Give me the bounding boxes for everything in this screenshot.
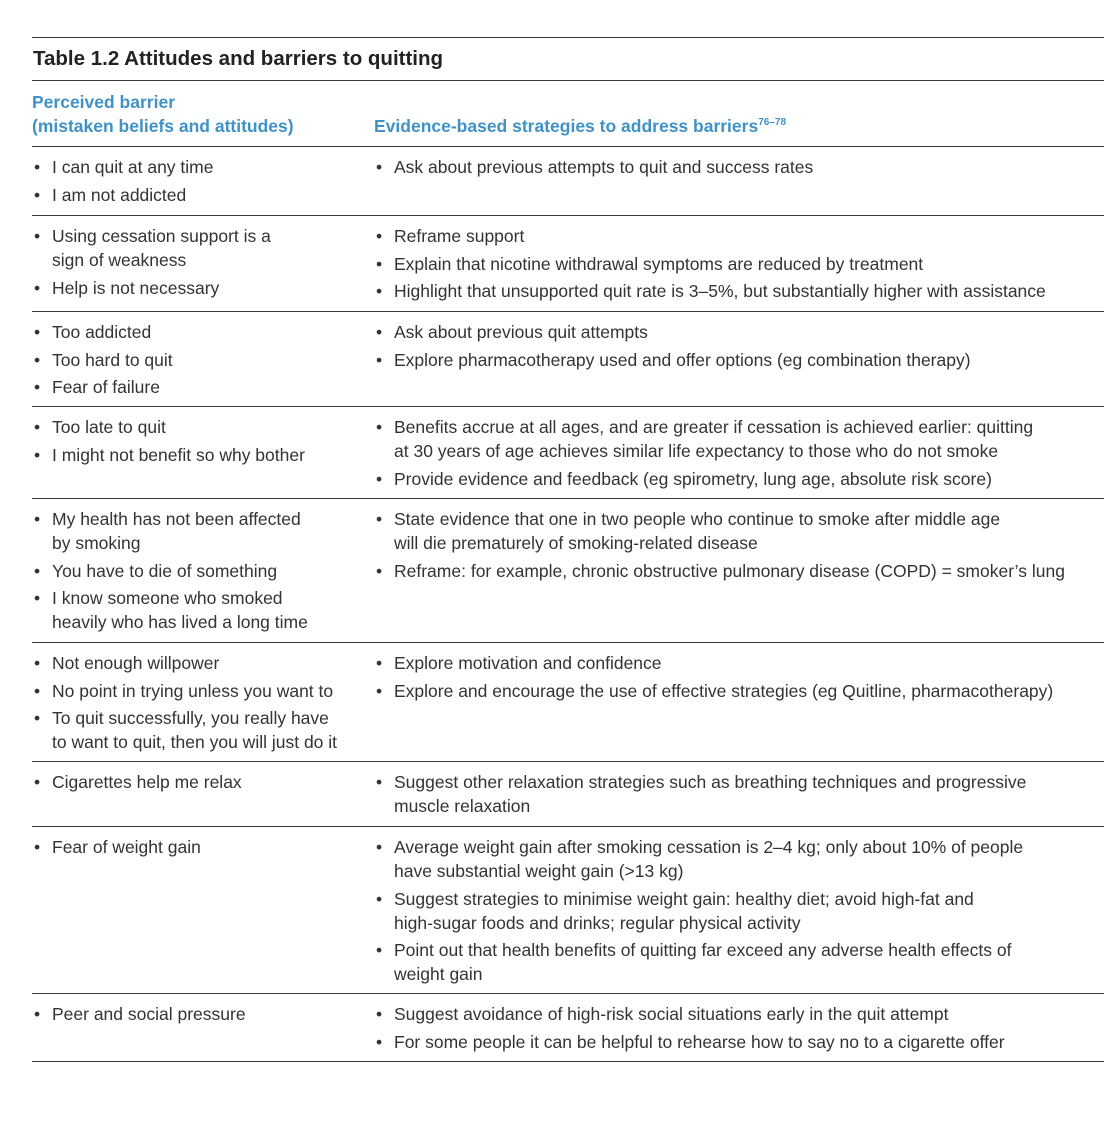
bullet-line: • To quit successfully, you really have xyxy=(52,708,329,728)
barrier-cell xyxy=(32,507,374,642)
bullet-line: • Help is not necessary xyxy=(52,277,220,298)
bullet-item xyxy=(374,887,1104,935)
strategy-cell-list xyxy=(374,835,1104,986)
bullet-item xyxy=(32,183,374,207)
bullet-line: muscle relaxation xyxy=(394,796,531,816)
strategy-cell xyxy=(374,415,1104,498)
bullet-line: • Explore and encourage the use of effective strategies (eg Quitline, pharmacotherapy) xyxy=(394,680,1054,701)
barrier-cell-list xyxy=(32,835,374,859)
bullet-line: • Peer and social pressure xyxy=(52,1004,246,1024)
strategy-cell-list xyxy=(374,1002,1104,1054)
bullet-line: • My health has not been affected xyxy=(52,509,301,529)
bullet-item xyxy=(32,507,374,555)
table-row xyxy=(32,499,1104,643)
bullet-item xyxy=(32,375,374,399)
bullet-line: • Explore motivation and confidence xyxy=(394,653,662,673)
bullet-line: to want to quit, then you will just do it xyxy=(52,732,338,752)
bullet-line: sign of weakness xyxy=(52,250,187,270)
strategy-cell xyxy=(374,224,1104,311)
bullet-line: • Highlight that unsupported quit rate is 3–5%, but substantially higher with assistance xyxy=(394,281,1046,301)
bullet-item xyxy=(374,679,1104,703)
header-strategies xyxy=(374,114,1104,138)
bullet-line: • Too late to quit xyxy=(52,417,166,437)
bullet-item xyxy=(374,651,1104,675)
bullet-line: will die prematurely of smoking-related disease xyxy=(394,533,758,553)
strategy-cell-list xyxy=(374,651,1104,703)
bullet-line: • Fear of weight gain xyxy=(52,837,201,857)
bullet-item xyxy=(374,770,1104,818)
bullet-line: weight gain xyxy=(394,964,483,984)
strategy-cell-list xyxy=(374,415,1104,491)
bullet-line: • I know someone who smoked xyxy=(52,588,283,608)
bullet-item xyxy=(374,1002,1104,1026)
barrier-cell-list xyxy=(32,155,374,207)
header-col-barrier xyxy=(32,90,374,138)
bullet-line: • Provide evidence and feedback (eg spirometry, lung age, absolute risk score) xyxy=(394,468,992,489)
bullet-item xyxy=(374,507,1104,555)
bullet-line: • Using cessation support is a xyxy=(52,226,271,246)
bullet-line: • I am not addicted xyxy=(52,184,187,205)
strategy-cell-list xyxy=(374,770,1104,818)
bullet-line: • Ask about previous quit attempts xyxy=(394,322,648,342)
bullet-line: • Suggest other relaxation strategies such as breathing techniques and progressive xyxy=(394,772,1027,792)
table-row xyxy=(32,312,1104,407)
bullet-item xyxy=(374,559,1104,583)
barrier-cell xyxy=(32,1002,374,1061)
bullet-item xyxy=(32,155,374,179)
bullet-item xyxy=(374,415,1104,463)
bullet-item xyxy=(374,348,1104,372)
strategy-cell xyxy=(374,320,1104,406)
table-title: Table 1.2 Attitudes and barriers to quitting xyxy=(32,38,1104,81)
barrier-cell xyxy=(32,415,374,498)
bullet-line: • Benefits accrue at all ages, and are greater if cessation is achieved earlier: quitting xyxy=(394,417,1034,437)
bullet-line: • Point out that health benefits of quitting far exceed any adverse health effects of xyxy=(394,940,1012,960)
bullet-line: by smoking xyxy=(52,533,141,553)
bullet-line: • Reframe: for example, chronic obstructive pulmonary disease (COPD) = smoker’s lung xyxy=(394,560,1065,581)
barrier-cell xyxy=(32,155,374,215)
bullet-line: at 30 years of age achieves similar life expectancy to those who do not smoke xyxy=(394,441,999,461)
bullet-line: • Explain that nicotine withdrawal symptoms are reduced by treatment xyxy=(394,253,924,274)
bullet-item xyxy=(32,276,374,300)
bullet-line: • Average weight gain after smoking cessation is 2–4 kg; only about 10% of people xyxy=(394,837,1024,857)
barrier-cell-list xyxy=(32,770,374,794)
bullet-line: • State evidence that one in two people who continue to smoke after middle age xyxy=(394,509,1001,529)
bullet-item xyxy=(374,1030,1104,1054)
bullet-line: • You have to die of something xyxy=(52,560,278,581)
table-row xyxy=(32,147,1104,216)
document-page xyxy=(32,37,1104,1062)
table-row xyxy=(32,827,1104,994)
bullet-item xyxy=(32,559,374,583)
strategy-cell xyxy=(374,1002,1104,1061)
bullet-line: • I might not benefit so why bother xyxy=(52,444,305,465)
barrier-cell-list xyxy=(32,507,374,634)
bullet-line: • Reframe support xyxy=(394,226,525,246)
bullet-line: • Not enough willpower xyxy=(52,653,220,673)
table-row xyxy=(32,643,1104,762)
bullet-item xyxy=(32,320,374,344)
barrier-cell xyxy=(32,224,374,311)
bullet-item xyxy=(374,467,1104,491)
header-barrier-line2: (mistaken beliefs and attitudes) xyxy=(32,116,294,136)
bullet-line: • Explore pharmacotherapy used and offer options (eg combination therapy) xyxy=(394,349,971,370)
bullet-line: • For some people it can be helpful to rehearse how to say no to a cigarette offer xyxy=(394,1031,1005,1052)
header-strategies-ref: 76–78 xyxy=(758,117,787,128)
strategy-cell-list xyxy=(374,224,1104,303)
strategy-cell-list xyxy=(374,320,1104,372)
strategy-cell xyxy=(374,507,1104,642)
bullet-line: • Too hard to quit xyxy=(52,349,173,370)
barrier-cell-list xyxy=(32,415,374,467)
table-header xyxy=(32,81,1104,147)
strategy-cell xyxy=(374,770,1104,826)
bullet-item xyxy=(374,155,1104,179)
strategy-cell-list xyxy=(374,155,1104,179)
bullet-item xyxy=(32,348,374,372)
bullet-line: • Suggest strategies to minimise weight gain: healthy diet; avoid high-fat and xyxy=(394,888,974,909)
header-strategies-text: Evidence-based strategies to address barriers xyxy=(374,116,759,136)
strategy-cell xyxy=(374,835,1104,993)
barrier-cell-list xyxy=(32,224,374,300)
bullet-item xyxy=(32,586,374,634)
barrier-cell-list xyxy=(32,651,374,754)
strategy-cell xyxy=(374,155,1104,215)
bullet-item xyxy=(374,252,1104,276)
bullet-line: heavily who has lived a long time xyxy=(52,612,308,632)
bullet-line: • Ask about previous attempts to quit and success rates xyxy=(394,157,814,177)
bullet-line: • Cigarettes help me relax xyxy=(52,772,242,792)
bullet-line: • I can quit at any time xyxy=(52,157,214,177)
table-row xyxy=(32,216,1104,312)
bullet-line: have substantial weight gain (>13 kg) xyxy=(394,861,684,881)
bullet-item xyxy=(374,835,1104,883)
barrier-cell-list xyxy=(32,1002,374,1026)
bullet-item xyxy=(32,770,374,794)
bullet-item xyxy=(32,224,374,272)
bullet-item xyxy=(32,651,374,675)
bullet-line: • Fear of failure xyxy=(52,377,160,397)
bullet-line: • Suggest avoidance of high-risk social situations early in the quit attempt xyxy=(394,1004,949,1024)
barrier-cell xyxy=(32,770,374,826)
bullet-item xyxy=(32,706,374,754)
bullet-item xyxy=(32,443,374,467)
table-body xyxy=(32,147,1104,1062)
bullet-item xyxy=(374,224,1104,248)
barrier-cell xyxy=(32,320,374,406)
bullet-item xyxy=(32,835,374,859)
bullet-line: • Too addicted xyxy=(52,322,152,342)
strategy-cell xyxy=(374,651,1104,761)
barrier-cell xyxy=(32,835,374,993)
bullet-line: high-sugar foods and drinks; regular physical activity xyxy=(394,912,801,933)
bullet-item xyxy=(374,320,1104,344)
barrier-cell xyxy=(32,651,374,761)
bullet-line: • No point in trying unless you want to xyxy=(52,680,334,701)
table-row xyxy=(32,762,1104,827)
table-row xyxy=(32,407,1104,499)
bullet-item xyxy=(32,415,374,439)
header-col-strategies xyxy=(374,114,1104,138)
strategy-cell-list xyxy=(374,507,1104,583)
bullet-item xyxy=(32,1002,374,1026)
barrier-cell-list xyxy=(32,320,374,399)
bullet-item xyxy=(374,938,1104,986)
table-row xyxy=(32,994,1104,1062)
bullet-item xyxy=(32,679,374,703)
header-barrier-line1: Perceived barrier xyxy=(32,92,176,112)
bullet-item xyxy=(374,279,1104,303)
